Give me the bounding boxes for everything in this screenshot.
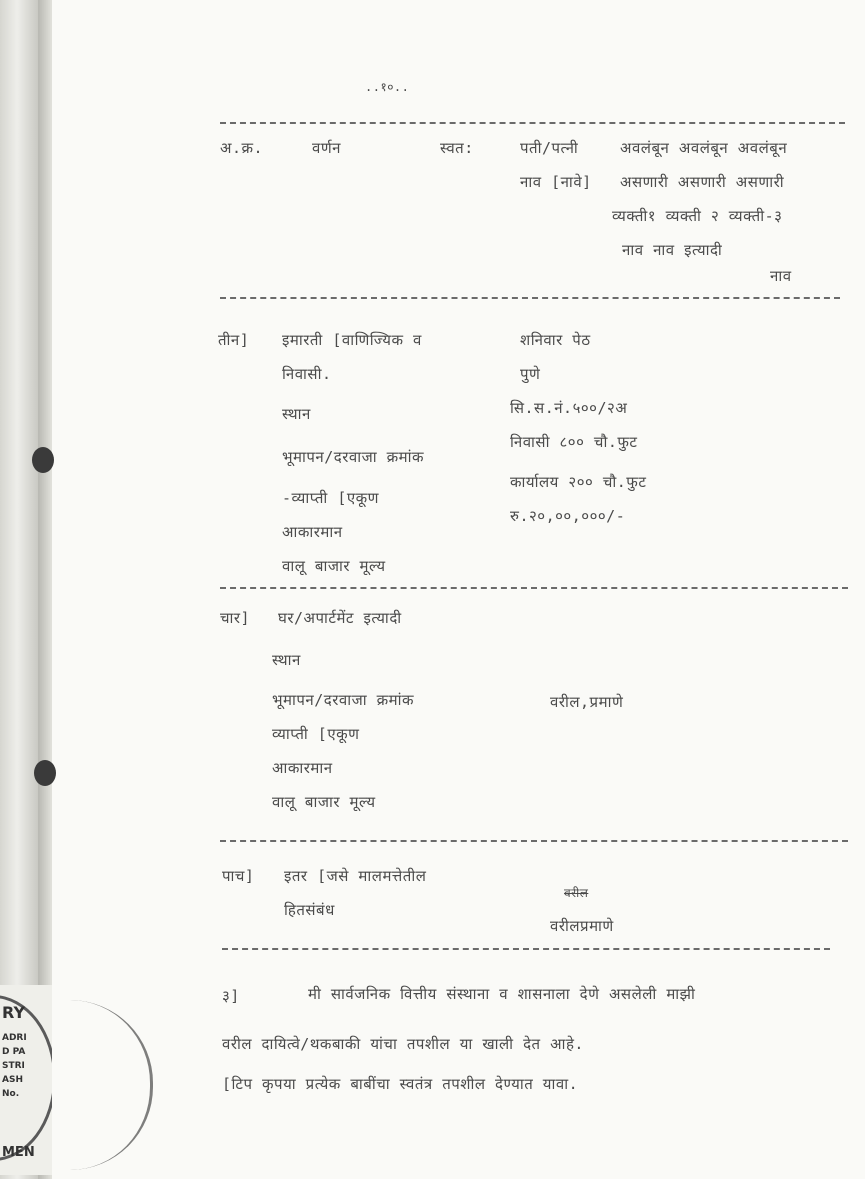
punch-hole-bottom (34, 760, 56, 786)
separator-line (220, 587, 848, 589)
section-four-item: स्थान (272, 651, 301, 669)
section-three-item: वालू बाजार मूल्य (282, 557, 386, 575)
stamp-text: RY (2, 1003, 26, 1022)
section-four-item: व्याप्ती [एकूण (272, 725, 360, 743)
section-three-value: सि.स.नं.५००/२अ (510, 399, 628, 417)
section-three-value: निवासी ८०० चौ.फुट (510, 433, 638, 451)
header-description: वर्णन (312, 139, 342, 157)
separator-line (220, 297, 840, 299)
section-three-label: तीन] (218, 331, 250, 349)
separator-line (220, 122, 845, 124)
header-spouse-name: नाव [नावे] (520, 173, 592, 191)
struck-text: वरील (564, 886, 589, 900)
header-serial: अ.क्र. (220, 139, 264, 157)
section-four-item: आकारमान (272, 759, 333, 777)
section-three-value: रु.२०,००,०००/- (510, 507, 626, 525)
header-self: स्वत: (440, 139, 474, 157)
section-three-value: शनिवार पेठ (520, 331, 591, 349)
header-dependents-5: नाव (770, 267, 792, 285)
punch-hole-top (32, 447, 54, 473)
footer-line-1: मी सार्वजनिक वित्तीय संस्थाना व शासनाला देणे असलेली माझी (308, 985, 696, 1003)
section-four-item: घर/अपार्टमेंट इत्यादी (278, 609, 402, 627)
section-four-label: चार] (220, 609, 251, 627)
separator-line (222, 948, 830, 950)
section-three-value: पुणे (520, 365, 541, 383)
stamp-text: D PA (2, 1047, 26, 1057)
header-dependents-2: असणारी असणारी असणारी (620, 173, 785, 191)
section-four-item: भूमापन/दरवाजा क्रमांक (272, 691, 415, 709)
header-spouse: पती/पत्नी (520, 139, 579, 157)
footer-line-3: [टिप कृपया प्रत्येक बाबींचा स्वतंत्र तपशील देण्यात यावा. (222, 1075, 579, 1093)
page-number: ..१०.. (365, 80, 410, 94)
header-dependents-3: व्यक्ती१ व्यक्ती २ व्यक्ती-३ (612, 207, 783, 225)
section-four-item: वालू बाजार मूल्य (272, 793, 376, 811)
section-four-value: वरील,प्रमाणे (550, 693, 624, 711)
stamp-text: MEN (2, 1145, 35, 1160)
section-five-item: इतर [जसे मालमत्तेतील (284, 867, 427, 885)
section-three-item: निवासी. (282, 365, 332, 383)
section-three-value: कार्यालय २०० चौ.फुट (510, 473, 647, 491)
stamp-text: No. (2, 1089, 20, 1099)
section-three-item: -व्याप्ती [एकूण (282, 489, 380, 507)
section-five-value: वरीलप्रमाणे (550, 917, 614, 935)
header-dependents: अवलंबून अवलंबून अवलंबून (620, 139, 788, 157)
separator-line (220, 840, 848, 842)
footer-number: ३] (222, 987, 240, 1005)
header-dependents-4: नाव नाव इत्यादी (622, 241, 723, 259)
footer-line-2: वरील दायित्वे/थकबाकी यांचा तपशील या खाली देत आहे. (222, 1035, 584, 1053)
section-five-label: पाच] (222, 867, 255, 885)
section-three-item: आकारमान (282, 523, 343, 541)
stamp-text: ASH (2, 1075, 23, 1085)
stamp-text: ADRI (2, 1033, 27, 1043)
section-five-item: हितसंबंध (284, 901, 335, 919)
section-three-item: इमारती [वाणिज्यिक व (282, 331, 422, 349)
stamp-text: STRI (2, 1061, 25, 1071)
section-three-item: भूमापन/दरवाजा क्रमांक (282, 448, 425, 466)
stamp-seal (0, 985, 52, 1175)
section-three-item: स्थान (282, 405, 311, 423)
